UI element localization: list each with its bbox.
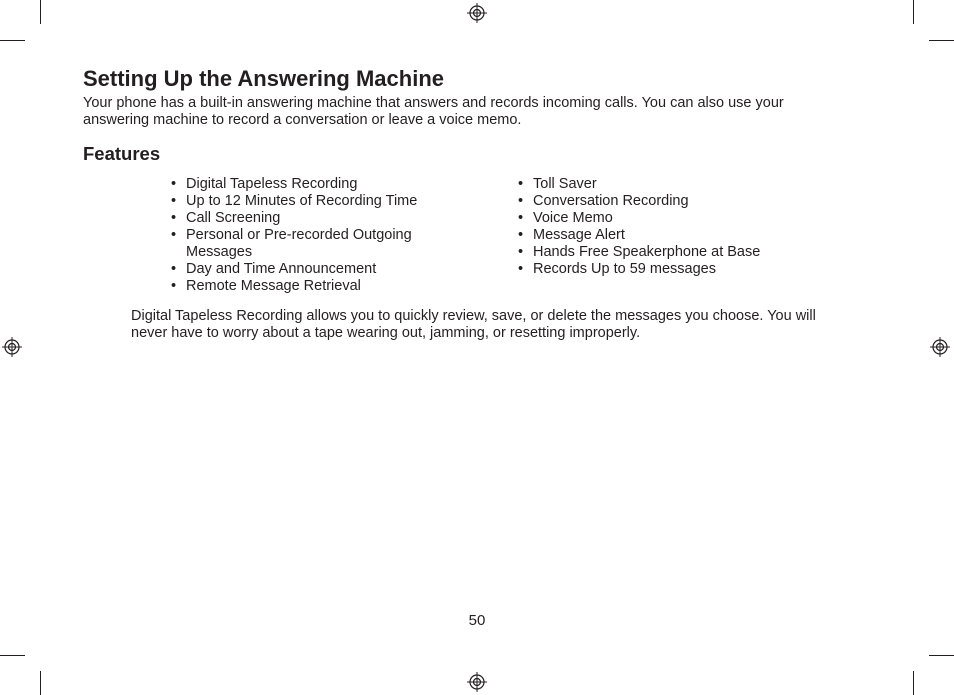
crop-mark-icon (0, 655, 25, 656)
page-number: 50 (468, 612, 486, 629)
list-item: • Records Up to 59 messages (518, 261, 818, 278)
features-list-left (171, 176, 441, 295)
crop-mark-icon (929, 655, 954, 656)
features-list-right (518, 176, 818, 278)
list-item: • Conversation Recording (518, 193, 818, 210)
features-heading: Features (83, 143, 161, 164)
list-item: • Digital Tapeless Recording (171, 176, 441, 193)
crop-mark-icon (0, 40, 25, 41)
list-item: • Day and Time Announcement (171, 261, 441, 278)
list-item: • Message Alert (518, 227, 818, 244)
registration-mark-icon (2, 337, 22, 357)
intro-paragraph: Your phone has a built-in answering machine that answers and records incoming calls. You can also use your answering machine to record a conversation or leave a voice memo. (83, 95, 784, 128)
list-item: • Remote Message Retrieval (171, 278, 441, 295)
registration-mark-icon (467, 672, 487, 692)
list-item: • Voice Memo (518, 210, 818, 227)
crop-mark-icon (929, 40, 954, 41)
page-title: Setting Up the Answering Machine (83, 66, 444, 91)
crop-mark-icon (913, 671, 914, 695)
crop-mark-icon (40, 0, 41, 24)
registration-mark-icon (930, 337, 950, 357)
crop-mark-icon (913, 0, 914, 24)
list-item: • Personal or Pre-recorded Outgoing Messages (171, 227, 441, 261)
list-item: • Up to 12 Minutes of Recording Time (171, 193, 441, 210)
list-item: • Hands Free Speakerphone at Base (518, 244, 818, 261)
list-item: • Call Screening (171, 210, 441, 227)
crop-mark-icon (40, 671, 41, 695)
list-item: • Toll Saver (518, 176, 818, 193)
registration-mark-icon (467, 3, 487, 23)
outro-paragraph: Digital Tapeless Recording allows you to quickly review, save, or delete the messages you choose. You will never have to worry about a tape wearing out, jamming, or resetting improperly. (131, 308, 816, 341)
